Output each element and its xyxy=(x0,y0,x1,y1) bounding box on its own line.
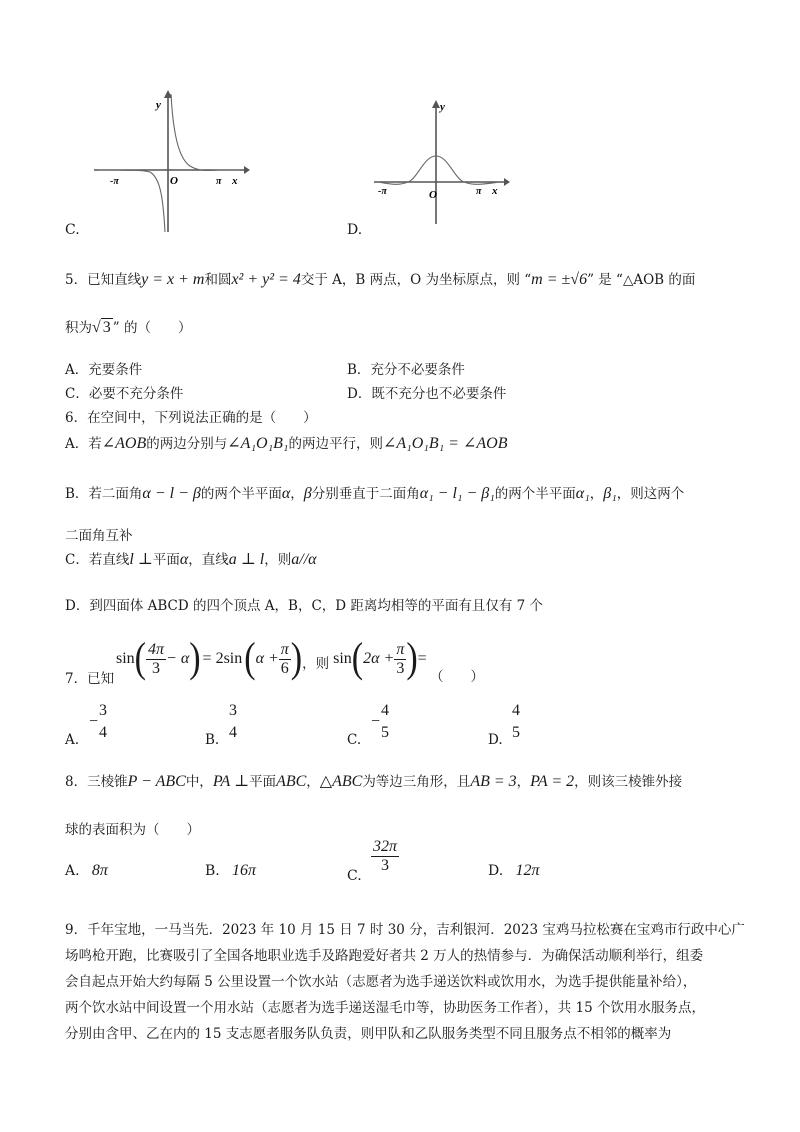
q6c-alpha: α xyxy=(179,551,189,568)
question-6-stem: 6．在空间中，下列说法正确的是（ ） xyxy=(65,410,317,426)
question-8-line-1 xyxy=(65,770,682,791)
figure-option-d-label: D. xyxy=(347,222,363,238)
q7-rparen-3: ) xyxy=(406,635,418,682)
q7-two-alpha-plus: 2α + xyxy=(363,650,395,667)
q6a-conclusion: ∠A₁O₁B₁ = ∠AOB xyxy=(382,435,508,452)
q8-text-7: ，则该三棱锥外接 xyxy=(574,774,683,790)
q7-frac-pi-3: $\frac{\pi}{3}$ xyxy=(396,640,405,677)
question-7-number: 7．已知 xyxy=(65,671,115,687)
q7-rparen-2: ) xyxy=(290,635,303,682)
q7-minus-alpha: − α xyxy=(166,650,190,667)
y-label: y xyxy=(156,99,161,111)
q5-option-c: C．必要不充分条件 xyxy=(65,386,184,402)
q6c-text-2: 平面 xyxy=(152,552,180,568)
q8-text-3: 平面 xyxy=(249,774,277,790)
q6c-a-parallel-alpha: a//α xyxy=(291,551,317,568)
q5-text-5: ” 的（ ） xyxy=(112,320,192,336)
question-9-line-3: 会自起点开始大约每隔 5 公里设置一个饮水站（志愿者为选手递送饮料或饮用水，为选手提供能量补给）， xyxy=(65,974,697,990)
neg-pi-label: -π xyxy=(378,186,387,197)
q5-option-b: B．充分不必要条件 xyxy=(347,362,465,378)
q7-lparen-2: ( xyxy=(244,635,256,682)
q7-equals: = xyxy=(417,650,427,667)
q8-pyramid: P − ABC xyxy=(127,773,186,790)
q6a-text-2: 的两边分别与 xyxy=(146,436,228,452)
q7-eq-2sin: = 2sin xyxy=(202,650,243,667)
graph-figure-c xyxy=(90,86,250,236)
q6a-angle-a1o1b1: ∠A₁O₁B₁ xyxy=(227,435,289,452)
q6-option-b-line-1 xyxy=(65,482,684,503)
x-label: x xyxy=(492,185,498,197)
q8-option-b: B. 16π xyxy=(205,862,257,879)
q7-frac-4pi-3: $\frac{4\pi}{3}$ xyxy=(148,640,165,677)
question-5-line-1 xyxy=(65,268,695,289)
q7-lparen-3: ( xyxy=(351,635,364,682)
q6b-comma-1: ， xyxy=(290,486,304,502)
q8-pa-perp: PA ⊥ xyxy=(212,773,250,790)
y-label: y xyxy=(440,101,445,113)
pi-label: π xyxy=(476,186,482,197)
q8-ab-value: AB = 3 xyxy=(470,773,517,790)
q6c-text-3: ，直线 xyxy=(188,552,229,568)
figure-option-c-label: C. xyxy=(65,222,80,238)
question-8-line-2: 球的表面积为（ ） xyxy=(65,822,200,838)
curve-right-branch xyxy=(171,94,240,171)
q6b-comma-2: ， xyxy=(589,486,604,502)
q6b-text-1: B．若二面角 xyxy=(65,486,143,502)
q6-option-a xyxy=(65,432,507,453)
q6b-alpha: α xyxy=(281,485,291,502)
line-equation: y = x + m xyxy=(141,271,205,288)
q8-comma-2: ， xyxy=(516,774,531,790)
q7-sin-1: sin xyxy=(116,650,135,667)
q6a-text-1: A．若 xyxy=(65,436,102,452)
q5-option-d: D．既不充分也不必要条件 xyxy=(347,386,507,402)
q6b-text-7: ，则这两个 xyxy=(616,486,685,502)
circle-equation: x² + y² = 4 xyxy=(231,271,301,288)
q6c-text-4: ，则 xyxy=(264,552,292,568)
x-label: x xyxy=(232,175,238,187)
question-9-line-4: 两个饮水站中间设置一个用水站（志愿者为选手递送湿毛巾等，协助医务工作者），共 15 个饮用水服务点， xyxy=(65,1000,706,1016)
x-axis-arrow xyxy=(244,166,250,174)
origin-label: O xyxy=(429,189,437,201)
q8-comma-1: ， xyxy=(306,774,320,790)
q7-frac-pi-6: $\frac{\pi}{6}$ xyxy=(280,640,289,677)
q8-text-2: 中， xyxy=(185,774,213,790)
graph-figure-d xyxy=(372,96,512,226)
q5-text-2: 交于 A，B 两点，O 为坐标原点，则 “ xyxy=(300,272,532,288)
q6b-dihedral-1: α − l − β xyxy=(142,485,201,502)
q5-text-4: 积为 xyxy=(65,320,92,336)
origin-label: O xyxy=(170,175,178,187)
x-axis-arrow xyxy=(504,178,510,186)
question-9-line-1: 9．千年宝地，一马当先．2023 年 10 月 15 日 7 时 30 分，吉利银河．2023 宝鸡马拉松赛在宝鸡市行政中心广 xyxy=(65,922,745,938)
y-axis-arrow xyxy=(432,100,440,108)
q7-equation xyxy=(116,635,427,682)
q6c-a-perp-l: a ⊥ l xyxy=(228,551,265,568)
q6b-text-5: 的两个半平面 xyxy=(494,486,576,502)
curve-bell xyxy=(378,156,500,184)
q6b-beta1: β₁ xyxy=(603,485,617,502)
q6b-alpha1: α₁ xyxy=(575,485,590,502)
q5-text-3: ” 是 “△AOB 的面 xyxy=(587,272,696,288)
q6c-text-1: C．若直线 xyxy=(65,552,130,568)
q6-option-c xyxy=(65,548,317,569)
sqrt-symbol: √ xyxy=(92,319,101,336)
q8-plane-abc: ABC xyxy=(276,773,307,790)
q8-option-d: D. 12π xyxy=(488,862,540,879)
q6b-text-4: 分别垂直于二面角 xyxy=(311,486,420,502)
q7-rparen-1: ) xyxy=(189,635,201,682)
q6-option-b-line-2: 二面角互补 xyxy=(65,528,133,544)
q7-alpha-plus: α + xyxy=(255,650,279,667)
q8-option-a: A. 8π xyxy=(65,862,108,879)
question-5-line-2 xyxy=(65,316,191,337)
curve-left-branch xyxy=(98,170,165,232)
q8-pa-value: PA = 2 xyxy=(530,773,575,790)
q7-sin-2: sin xyxy=(333,650,352,667)
q5-option-a: A．充要条件 xyxy=(65,362,143,378)
q6b-text-2: 的两个半平面 xyxy=(200,486,282,502)
sqrt-value: 3 xyxy=(102,319,111,336)
condition-m: m = ±√6 xyxy=(531,271,588,288)
q6b-dihedral-2: α₁ − l₁ − β₁ xyxy=(419,485,495,502)
q8-text-5: 为等边三角形，且 xyxy=(362,774,471,790)
q6b-beta: β xyxy=(303,485,312,502)
q7-lparen-1: ( xyxy=(134,635,146,682)
q5-number: 5．已知直线 xyxy=(65,272,142,288)
pi-label: π xyxy=(216,176,222,187)
q6-option-d: D．到四面体 ABCD 的四个顶点 A，B，C，D 距离均相等的平面有且仅有 7 个 xyxy=(65,598,544,614)
q7-answer-blank: （ ） xyxy=(430,669,484,685)
q6a-text-3: 的两边平行，则 xyxy=(288,436,383,452)
neg-pi-label: -π xyxy=(110,176,119,187)
q8-text-1: 8．三棱锥 xyxy=(65,774,128,790)
q7-then: ，则 xyxy=(302,656,330,672)
q6c-line-l-perp: l ⊥ xyxy=(129,551,153,568)
question-9-line-2: 场鸣枪开跑，比赛吸引了全国各地职业选手及路跑爱好者共 2 万人的热情参与．为确保活动顺利举行，组委 xyxy=(65,948,704,964)
q8-triangle: △ABC xyxy=(319,773,363,790)
q6a-angle-aob: ∠AOB xyxy=(101,435,147,452)
q5-text-1: 和圆 xyxy=(204,272,232,288)
question-9-line-5: 分别由含甲、乙在内的 15 支志愿者服务队负责，则甲队和乙队服务类型不同且服务点不相邻的概率为 xyxy=(65,1026,672,1042)
